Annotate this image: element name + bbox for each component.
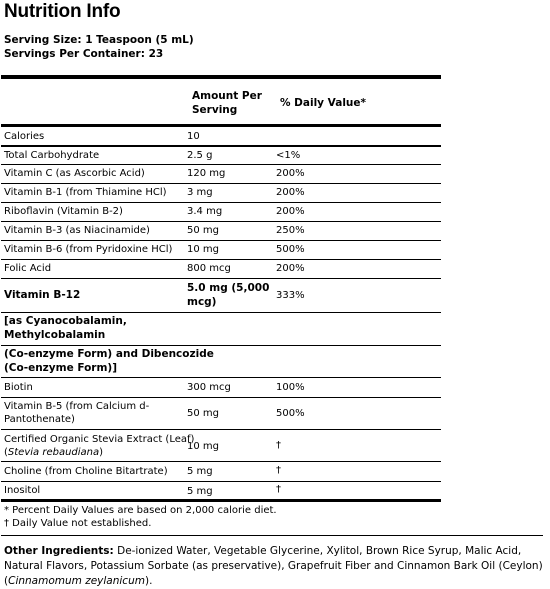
nutrient-dv: 333% (276, 290, 305, 301)
nutrient-amount: 5 mg (187, 466, 213, 477)
footnote-percent-dv: * Percent Daily Values are based on 2,000 calorie diet. (4, 505, 277, 516)
nutrient-dv: 250% (276, 225, 305, 236)
nutrient-amount: 5 mg (187, 486, 213, 497)
nutrient-name: Vitamin B-3 (as Niacinamide) (4, 225, 150, 236)
divider-bottom (1, 535, 543, 536)
nutrient-name: Calories (4, 131, 45, 142)
nutrient-amount: 2.5 g (187, 150, 213, 161)
nutrient-amount: 50 mg (187, 225, 219, 236)
table-row (1, 398, 441, 429)
serving-size: Serving Size: 1 Teaspoon (5 mL) (4, 34, 194, 46)
table-row (1, 222, 441, 241)
nutrient-name: Choline (from Choline Bitartrate) (4, 466, 168, 477)
nutrient-name: Biotin (4, 382, 33, 393)
page-title: Nutrition Info (4, 1, 121, 22)
nutrient-name: Vitamin B-12 (4, 289, 81, 301)
other-ingredients-text: De-ionized Water, Vegetable Glycerine, Xylitol, Brown Rice Syrup, Malic Acid, Natural Flavors, Potassium Sorbate (as preservative), Grapefruit Fiber and Cinnamon Bark Oil (Ceylon) ( (4, 545, 543, 587)
nutrient-name: Total Carbohydrate (4, 150, 100, 161)
table-row (1, 147, 441, 165)
other-ingredients-end: ). (144, 575, 153, 587)
table-row (1, 260, 441, 279)
amount-per-serving-header (192, 89, 262, 117)
nutrient-dv: <1% (276, 150, 301, 161)
divider-thick-bottom (1, 499, 441, 502)
other-ingredients-botanical: Cinnamomum zeylanicum (8, 575, 145, 587)
table-row (1, 203, 441, 222)
other-ingredients (4, 544, 550, 589)
daily-value-header: % Daily Value* (280, 97, 366, 109)
nutrient-dv: † (276, 440, 281, 451)
nutrient-amount: 3 mg (187, 187, 213, 198)
nutrient-detail-line2: (Co-enzyme Form)] (4, 362, 118, 374)
nutrient-dv: 200% (276, 187, 305, 198)
table-row (1, 346, 441, 378)
table-row (1, 165, 441, 184)
amount-header-line1: Amount Per (192, 90, 262, 102)
nutrient-name: Riboflavin (Vitamin B-2) (4, 206, 123, 217)
nutrient-detail-line1: (Co-enzyme Form) and Dibencozide (4, 348, 214, 360)
botanical-name: Stevia rebaudiana (7, 447, 100, 458)
nutrient-detail-line2: Methylcobalamin (4, 329, 106, 341)
nutrient-name: Folic Acid (4, 263, 52, 274)
nutrient-name: Certified Organic Stevia Extract (Leaf) (4, 434, 195, 445)
nutrient-name: Inositol (4, 485, 41, 496)
servings-per-container: Servings Per Container: 23 (4, 48, 164, 60)
nutrient-amount-cont: mcg) (187, 296, 217, 308)
nutrient-name: Vitamin B-6 (from Pyridoxine HCl) (4, 244, 173, 255)
nutrient-amount: 3.4 mg (187, 206, 223, 217)
nutrient-detail-line1: [as Cyanocobalamin, (4, 315, 127, 327)
table-row (1, 378, 441, 397)
nutrient-dv: 500% (276, 408, 305, 419)
table-row (1, 482, 441, 500)
nutrient-amount: 10 (187, 131, 200, 142)
nutrient-name: Vitamin C (as Ascorbic Acid) (4, 168, 145, 179)
nutrient-dv: † (276, 465, 281, 476)
nutrient-dv: 100% (276, 382, 305, 393)
nutrient-name-cont: Pantothenate) (4, 414, 75, 425)
table-row (1, 462, 441, 481)
nutrient-dv: 200% (276, 168, 305, 179)
divider-thick-top (1, 75, 441, 79)
nutrient-amount: 800 mcg (187, 263, 231, 274)
nutrient-dv: 200% (276, 263, 305, 274)
table-row (1, 279, 441, 312)
nutrient-name: Vitamin B-1 (from Thiamine HCl) (4, 187, 167, 198)
nutrient-dv: 200% (276, 206, 305, 217)
table-row (1, 184, 441, 203)
nutrient-name-cont: (Stevia rebaudiana) (4, 447, 104, 458)
nutrient-amount: 50 mg (187, 408, 219, 419)
table-row (1, 313, 441, 345)
nutrient-dv: † (276, 484, 281, 495)
nutrient-amount: 10 mg (187, 441, 219, 452)
footnote-dagger: † Daily Value not established. (4, 518, 152, 529)
nutrient-dv: 500% (276, 244, 305, 255)
table-row (1, 430, 441, 461)
nutrient-name: Vitamin B-5 (from Calcium d- (4, 401, 150, 412)
other-ingredients-label: Other Ingredients: (4, 545, 114, 557)
nutrient-amount: 120 mg (187, 168, 226, 179)
table-row (1, 127, 441, 146)
nutrient-amount: 300 mcg (187, 382, 231, 393)
nutrient-amount: 10 mg (187, 244, 219, 255)
table-row (1, 241, 441, 260)
amount-header-line2: Serving (192, 104, 238, 116)
nutrient-amount: 5.0 mg (5,000 (187, 282, 270, 294)
